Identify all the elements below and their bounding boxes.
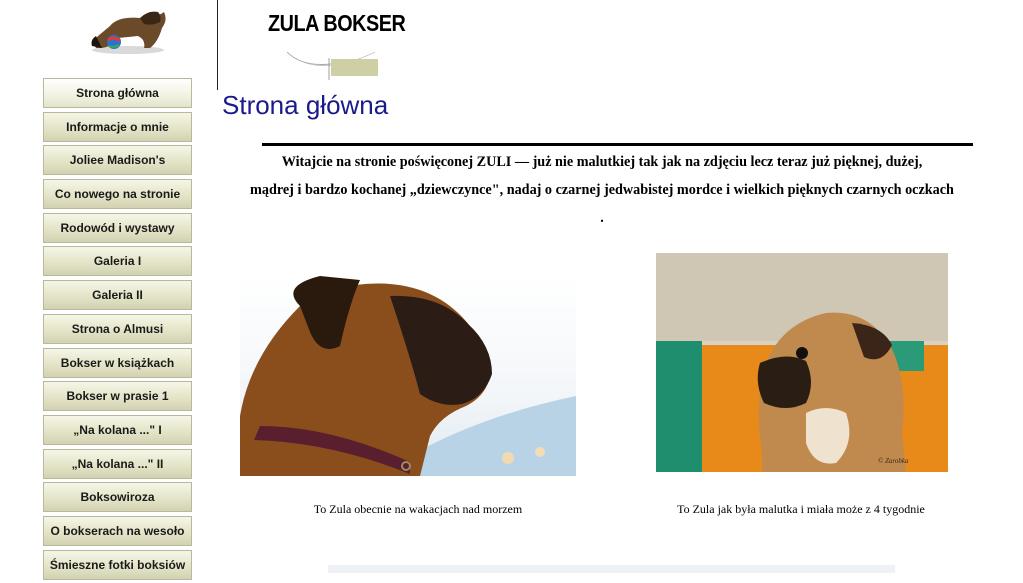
nav-item-almusi[interactable]: Strona o Almusi	[43, 314, 192, 344]
sidebar-nav	[43, 78, 194, 583]
intro-line-3: .	[600, 210, 604, 226]
nav-item-na-kolana-2[interactable]: „Na kolana ..." II	[43, 449, 192, 479]
nav-item-strona-glowna[interactable]: Strona główna	[43, 78, 192, 108]
nav-item-smieszne-fotki[interactable]: Śmieszne fotki boksiów	[43, 550, 192, 580]
nav-item-rodowod[interactable]: Rodowód i wystawy	[43, 213, 192, 243]
photo-zula-puppy	[656, 253, 948, 472]
nav-item-informacje[interactable]: Informacje o mnie	[43, 112, 192, 142]
page-title: Strona główna	[222, 90, 389, 120]
photo-caption-2: To Zula jak była malutka i miała może z 4 tygodnie	[677, 502, 925, 516]
header-divider	[217, 0, 218, 90]
intro-line-2: mądrej i bardzo kochanej „dziewczynce", nadaj o czarnej jedwabistej mordce i wielkich pięknych czarnych oczkach	[250, 182, 954, 198]
title-decoration	[285, 48, 385, 80]
boxer-adult-image	[240, 276, 576, 476]
site-title: ZULA BOKSER	[268, 10, 406, 36]
logo-area	[0, 0, 217, 76]
nav-item-boksowiroza[interactable]: Boksowiroza	[43, 482, 192, 512]
photo-caption-1: To Zula obecnie na wakacjach nad morzem	[313, 502, 523, 516]
bottom-band	[328, 565, 895, 573]
intro-text	[220, 148, 984, 232]
photo-zula-adult	[240, 276, 576, 476]
nav-item-bokser-ksiazki[interactable]: Bokser w książkach	[43, 348, 192, 378]
nav-item-co-nowego[interactable]: Co nowego na stronie	[43, 179, 192, 209]
nav-item-na-wesolo[interactable]: O bokserach na wesoło	[43, 516, 192, 546]
boxer-puppy-image	[656, 253, 948, 472]
dog-logo-icon	[88, 6, 172, 58]
nav-item-bokser-prasa[interactable]: Bokser w prasie 1	[43, 381, 192, 411]
nav-item-joliee-madison[interactable]: Joliee Madison's	[43, 145, 192, 175]
svg-text:© Zarobka: © Zarobka	[878, 457, 909, 465]
heading-rule	[262, 143, 973, 146]
nav-item-galeria-2[interactable]: Galeria II	[43, 280, 192, 310]
nav-item-na-kolana-1[interactable]: „Na kolana ..." I	[43, 415, 192, 445]
nav-item-galeria-1[interactable]: Galeria I	[43, 246, 192, 276]
intro-line-1: Witajcie na stronie poświęconej ZULI — już nie malutkiej tak jak na zdjęciu lecz teraz już pięknej, dużej,	[281, 154, 923, 170]
